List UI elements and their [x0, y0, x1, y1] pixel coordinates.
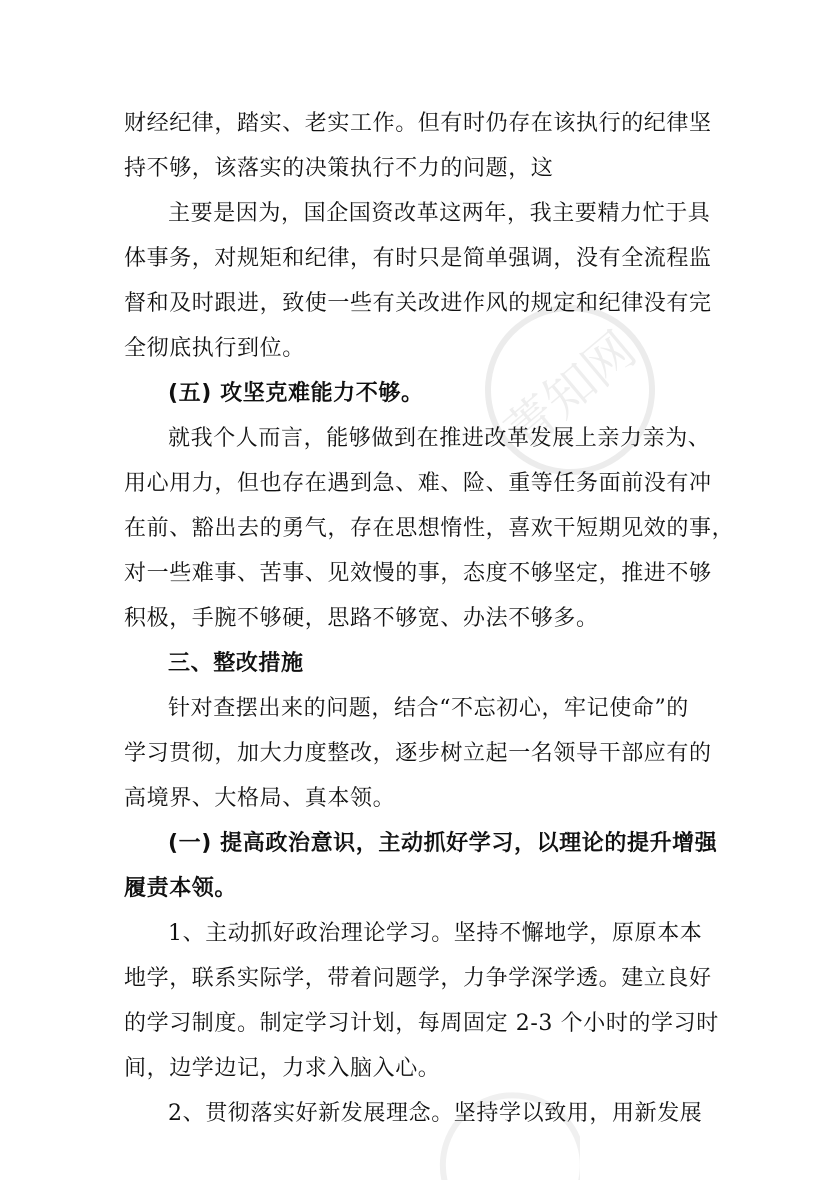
- body-line-19: 1、主动抓好政治理论学习。坚持不懈地学，原原本本: [168, 921, 703, 946]
- body-line-23: 2、贯彻落实好新发展理念。坚持学以致用，用新发展: [168, 1101, 703, 1126]
- body-line-6: 全彻底执行到位。: [124, 336, 305, 361]
- body-line-3: 主要是因为，国企国资改革这两年，我主要精力忙于具: [168, 201, 711, 226]
- subsection-heading-1: (一) 提高政治意识，主动抓好学习，以理论的提升增强: [168, 831, 718, 856]
- body-line-20: 地学，联系实际学，带着问题学，力争学深学透。建立良好: [124, 966, 712, 991]
- subsection-heading-1-cont: 履责本领。: [124, 876, 238, 901]
- body-line-15: 学习贯彻，加大力度整改，逐步树立起一名领导干部应有的: [124, 741, 712, 766]
- body-line-14: 针对查摆出来的问题，结合“不忘初心，牢记使命”的: [168, 696, 689, 721]
- section-heading-5: (五) 攻坚克难能力不够。: [168, 381, 424, 406]
- body-line-11: 对一些难事、苦事、见效慢的事，态度不够坚定，推进不够: [124, 561, 712, 586]
- chapter-heading-3: 三、整改措施: [168, 651, 304, 676]
- body-line-21: 的学习制度。制定学习计划，每周固定 2-3 个小时的学习时: [124, 1011, 719, 1036]
- body-line-4: 体事务，对规矩和纪律，有时只是简单强调，没有全流程监: [124, 246, 712, 271]
- body-line-2: 持不够，该落实的决策执行不力的问题，这: [124, 156, 554, 181]
- watermark-text: 菁知网: [494, 320, 647, 462]
- body-line-16: 高境界、大格局、真本领。: [124, 786, 396, 811]
- body-line-22: 间，边学边记，力求入脑入心。: [124, 1056, 441, 1081]
- body-line-1: 财经纪律，踏实、老实工作。但有时仍存在该执行的纪律坚: [124, 111, 712, 136]
- body-line-12: 积极，手腕不够硬，思路不够宽、办法不够多。: [124, 606, 599, 631]
- body-line-8: 就我个人而言，能够做到在推进改革发展上亲力亲为、: [168, 426, 711, 451]
- body-line-10: 在前、豁出去的勇气，存在思想惰性，喜欢干短期见效的事，: [124, 516, 735, 541]
- body-line-5: 督和及时跟进，致使一些有关改进作风的规定和纪律没有完: [124, 291, 712, 316]
- body-line-9: 用心用力，但也存在遇到急、难、险、重等任务面前没有冲: [124, 471, 712, 496]
